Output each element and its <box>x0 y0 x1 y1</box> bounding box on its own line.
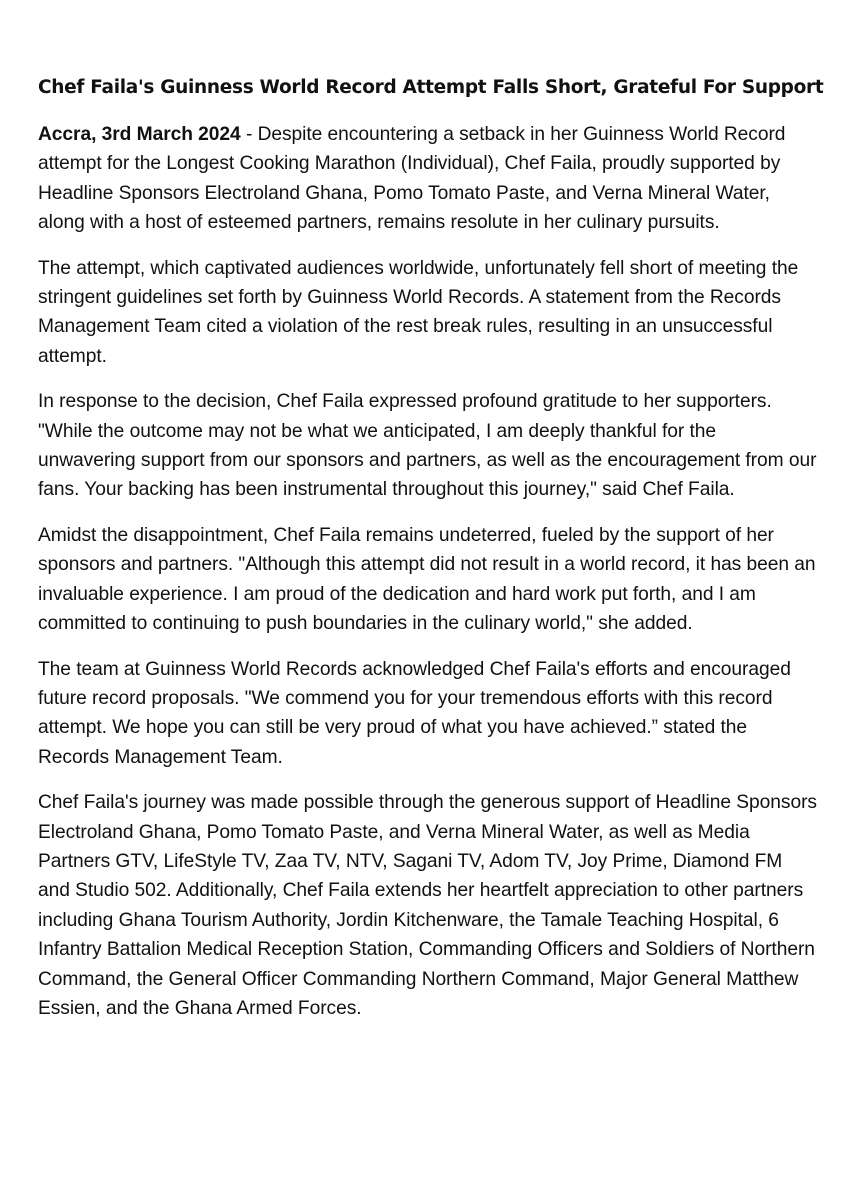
paragraph-gratitude: In response to the decision, Chef Faila expressed profound gratitude to her supporters. "While the outcome may not be what we anticipated, I am deeply thankful for the unwavering support from our sponsors and partners, as well as the encouragement from our fans. Your backing has been instrumental throughout this journey," said Chef Faila. <box>38 391 817 501</box>
paragraph-outcome: The attempt, which captivated audiences worldwide, unfortunately fell short of meeting the stringent guidelines set forth by Guinness World Records. A statement from the Records Management Team cited a violation of the rest break rules, resulting in an unsuccessful attempt. <box>38 257 799 367</box>
press-release <box>38 74 824 1039</box>
lead-paragraph <box>38 120 818 238</box>
lead-text: - Despite encountering a setback in her Guinness World Record attempt for the Longest Cooking Marathon (Individual), Chef Faila, proudly supported by Headline Sponsors Electroland Ghana, Pomo Tomato Paste, and Verna Mineral Water, along with a host of esteemed partners, remains resolute in her culinary pursuits. <box>38 124 786 234</box>
dateline: Accra, 3rd March 2024 <box>38 124 241 145</box>
headline: Chef Faila's Guinness World Record Attempt Falls Short, Grateful For Support <box>38 77 824 98</box>
paragraph-gwr-statement: The team at Guinness World Records acknowledged Chef Faila's efforts and encouraged future record proposals. "We commend you for your tremendous efforts with this record attempt. We hope you can still be very proud of what you have achieved.” stated the Records Management Team. <box>38 658 791 768</box>
paragraph-sponsors: Chef Faila's journey was made possible through the generous support of Headline Sponsors Electroland Ghana, Pomo Tomato Paste, and Verna Mineral Water, as well as Media Partners GTV, LifeStyle TV, Zaa TV, NTV, Sagani TV, Adom TV, Joy Prime, Diamond FM and Studio 502. Additionally, Chef Faila extends her heartfelt appreciation to other partners including Ghana Tourism Authority, Jordin Kitchenware, the Tamale Teaching Hospital, 6 Infantry Battalion Medical Reception Station, Commanding Officers and Soldiers of Northern Command, the General Officer Commanding Northern Command, Major General Matthew Essien, and the Ghana Armed Forces. <box>38 792 817 1019</box>
paragraph-undeterred: Amidst the disappointment, Chef Faila remains undeterred, fueled by the support of her sponsors and partners. "Although this attempt did not result in a world record, it has been an invaluable experience. I am proud of the dedication and hard work put forth, and I am committed to continuing to push boundaries in the culinary world," she added. <box>38 524 816 635</box>
